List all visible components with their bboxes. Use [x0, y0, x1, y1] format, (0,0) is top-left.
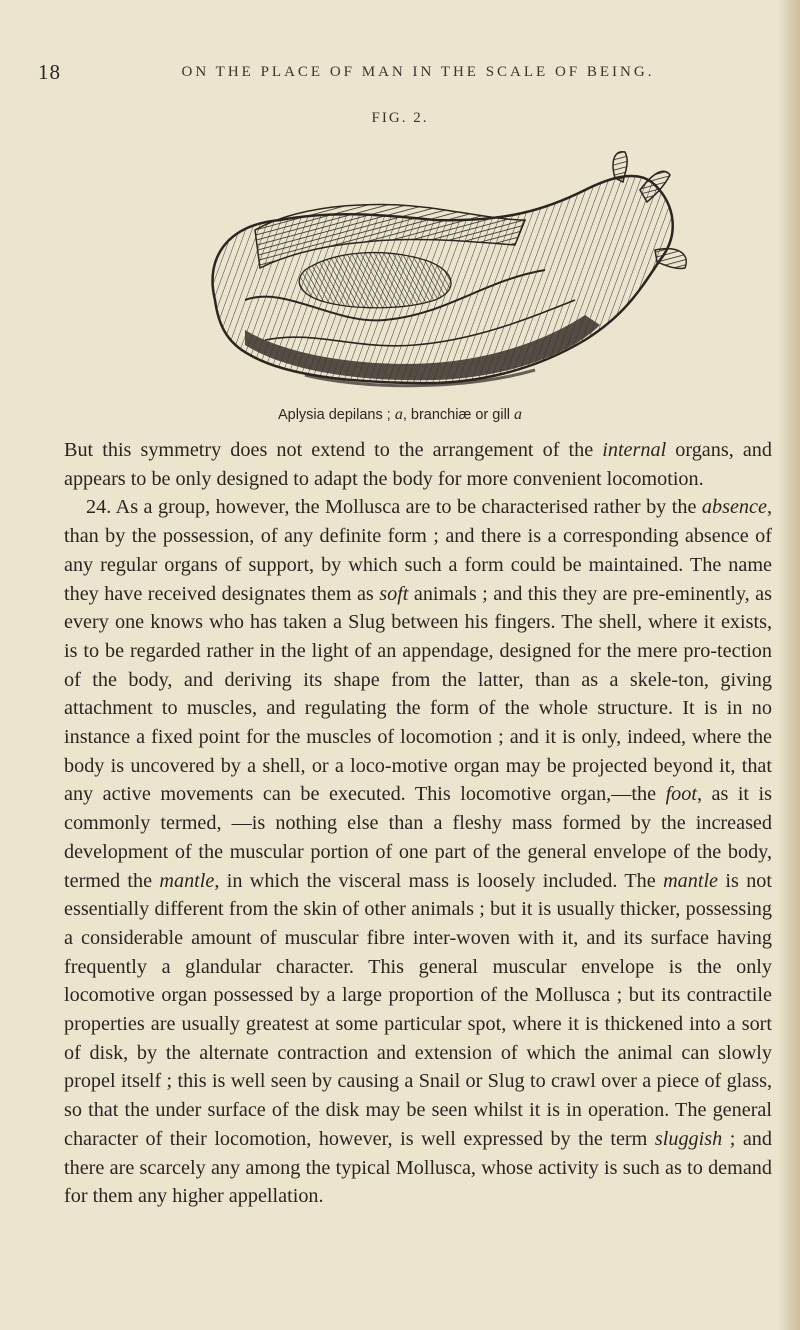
text-span: is not essentially different from the skin of other animals ; but it is usually thicker, possessing a considerable amount of muscular fibre inter-woven with it, and its surface having frequently a glandular character. This general muscular envelope is the only locomotive organ possessed by a large proportion of the Mollusca ; but its contractile properties are usually greatest at some particular spot, where it is thickened into a sort of disk, by the alternate contraction and extension of which the animal can slowly propel itself ; this is well seen by causing a Snail or Slug to crawl over a piece of glass, so that the under surface of the disk may be seen whilst it is in operation. The general character of their locomotion, however, is well expressed by the term — [64, 869, 772, 1150]
text-span: , in which the visceral mass is loosely included. The — [214, 869, 664, 892]
text-span: 24. As a group, however, the Mollusca are to be characterised rather by the — [86, 496, 702, 519]
emphasis-internal: internal — [602, 439, 667, 461]
figure-caption — [0, 406, 800, 424]
running-title: ON THE PLACE OF MAN IN THE SCALE OF BEING. — [181, 64, 655, 80]
emphasis-soft: soft — [379, 582, 409, 605]
caption-reference-mark: a — [514, 406, 523, 423]
page-number: 18 — [38, 60, 61, 84]
text-span: , as it is commonly termed, —is nothing else than a fleshy mass formed by the increased development of the muscular portion of one part of the general envelope of the body, termed the — [64, 783, 772, 892]
emphasis-sluggish: sluggish — [654, 1127, 723, 1150]
paragraph-24 — [64, 493, 772, 1211]
caption-letter: a — [394, 406, 403, 423]
paragraph-symmetry — [64, 436, 772, 493]
emphasis-mantle: mantle — [159, 869, 215, 892]
emphasis-foot: foot — [665, 783, 697, 806]
text-span: organs, and appears to be only designed to adapt the body for more convenient locomotion. — [64, 439, 772, 490]
emphasis-mantle: mantle — [663, 869, 719, 892]
caption-description: , branchiæ or gill — [402, 407, 515, 423]
body-text — [64, 436, 772, 1211]
text-span: animals ; and this they are pre-eminently, as every one knows who has taken a Slug between his fingers. The shell, where it exists, is to be regarded rather in the light of an appendage, designed for the mere pro-tection of the body, and deriving its shape from the latter, than as a skele-ton, giving attachment to muscles, and regulating the form of the whole structure. It is in no instance a fixed point for the muscles of locomotion ; and it is only, indeed, where the body is uncovered by a shell, or a loco-motive organ may be projected beyond it, that any active movements can be executed. This locomotive organ,—the — [64, 582, 772, 806]
text-span: ; and there are scarcely any among the typical Mollusca, whose activity is such as to demand for them any higher appellation. — [64, 1127, 772, 1208]
text-span: But this symmetry does not extend to the arrangement of the — [64, 439, 603, 461]
page-edge-shadow — [778, 0, 800, 1330]
text-span: , than by the possession, of any definite form ; and there is a corresponding absence of any regular organs of support, by which such a form could be maintained. The name they have received designates them as — [64, 496, 772, 605]
emphasis-absence: absence — [701, 496, 767, 519]
figure-label: FIG. 2. — [371, 110, 429, 126]
caption-species: Aplysia depilans ; — [277, 407, 395, 423]
running-head — [38, 60, 758, 90]
aplysia-engraving — [185, 150, 705, 390]
aplysia-illustration — [185, 150, 705, 390]
